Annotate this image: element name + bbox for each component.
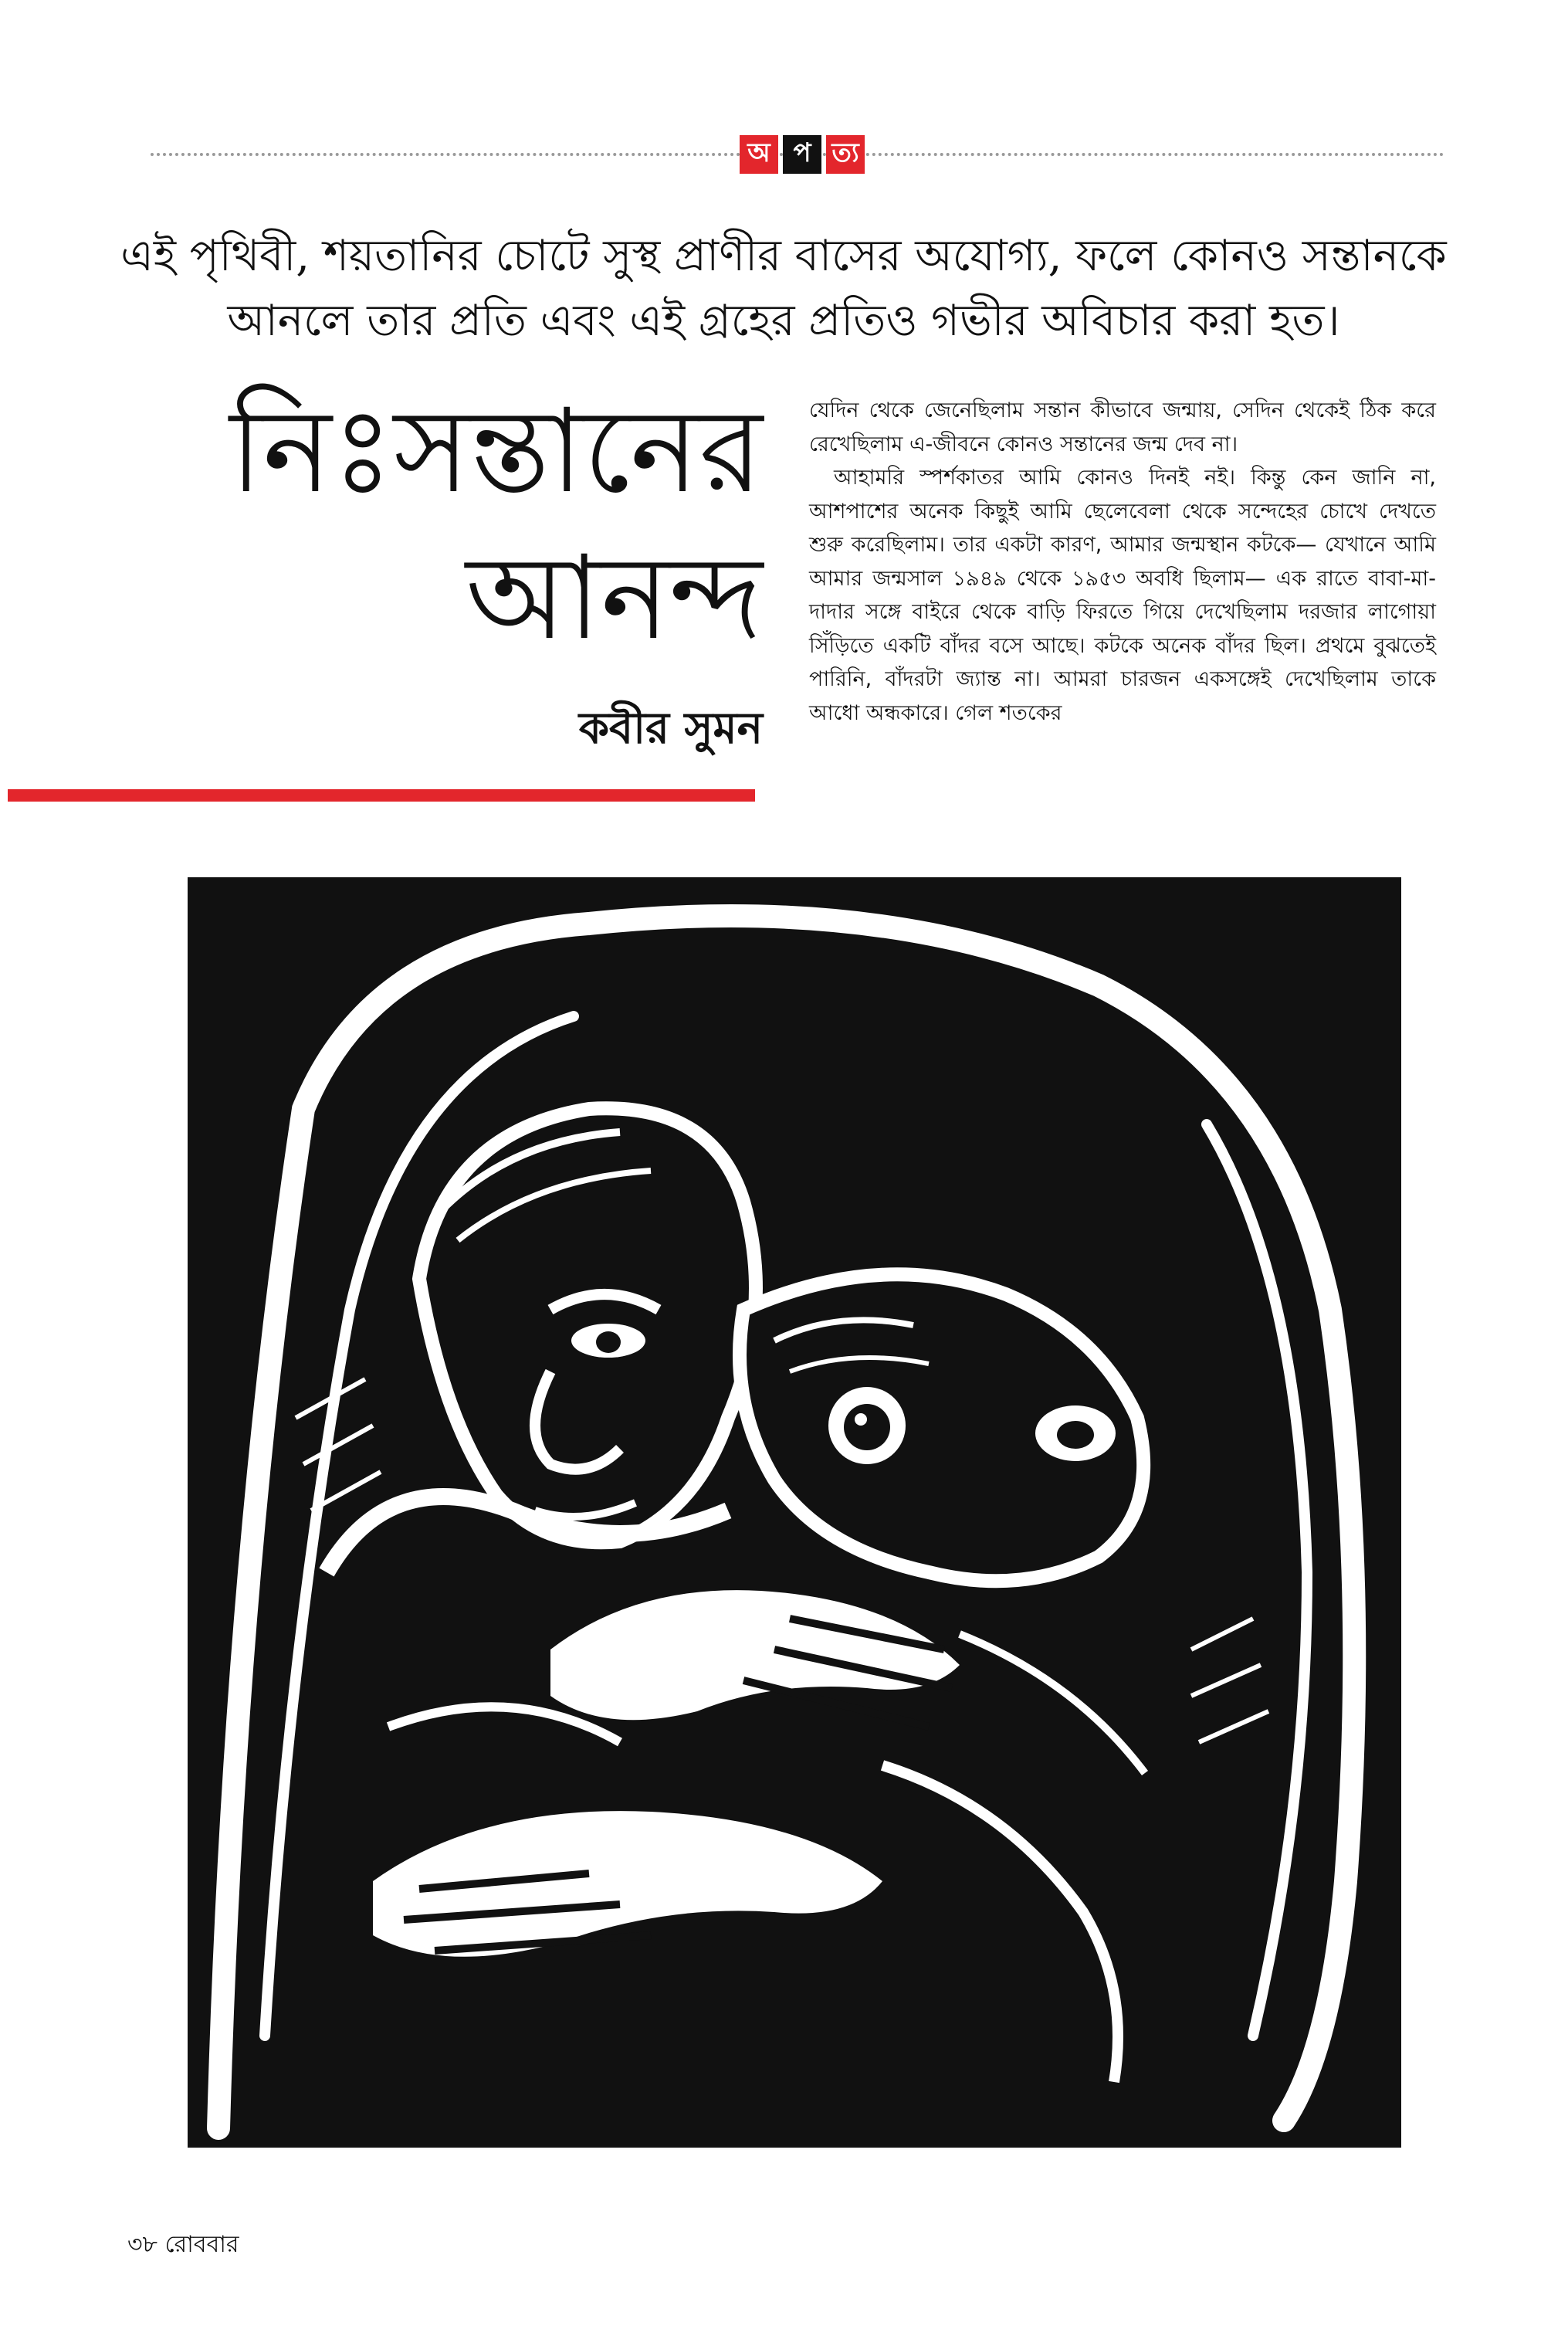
article-title-line-1: নিঃসন্তানের [229, 385, 763, 519]
woodcut-illustration [188, 877, 1401, 2148]
illustration-man-embracing-calf [188, 877, 1401, 2148]
author-byline: কবীর সুমন [578, 703, 763, 754]
pull-quote-line-1: এই পৃথিবী, শয়তানির চোটে সুস্থ প্রাণীর বাসের অযোগ্য, ফলে কোনও সন্তানকে [120, 231, 1447, 281]
pull-quote [116, 224, 1451, 354]
section-badge [740, 135, 865, 174]
page-folio: ৩৮ রোববার [127, 2231, 239, 2258]
pull-quote-line-2: আনলে তার প্রতি এবং এই গ্রহের প্রতিও গভীর অবিচার করা হত। [227, 296, 1340, 346]
article-title [170, 378, 763, 672]
section-badge-letter: ত্য [826, 135, 865, 174]
section-badge-letter: প [783, 135, 821, 174]
section-badge-letter: অ [740, 135, 778, 174]
body-paragraph: আহামরি স্পর্শকাতর আমি কোনও দিনই নই। কিন্তু কেন জানি না, আশপাশের অনেক কিছুই আমি ছেলেবেলা থেকে সন্দেহের চোখে দেখতে শুরু করেছিলাম। তার একটা কারণ, আমার জন্মস্থান কটকে— যেখানে আমি আমার জন্মসাল ১৯৪৯ থেকে ১৯৫৩ অবধি ছিলাম— এক রাতে বাবা-মা-দাদার সঙ্গে বাইরে থেকে বাড়ি ফিরতে গিয়ে দেখেছিলাম দরজার লাগোয়া সিঁড়িতে একটি বাঁদর বসে আছে। কটকে অনেক বাঁদর ছিল। প্রথমে বুঝতেই পারিনি, বাঁদরটা জ্যান্ত না। আমরা চারজন একসঙ্গেই দেখেছিলাম তাকে আধো অন্ধকারে। গেল শতকের [809, 466, 1436, 725]
title-underline-rule [8, 789, 755, 802]
article-title-line-2: আনন্দ [466, 531, 763, 666]
body-paragraph: যেদিন থেকে জেনেছিলাম সন্তান কীভাবে জন্মায়, সেদিন থেকেই ঠিক করে রেখেছিলাম এ-জীবনে কোনও সন্তানের জন্ম দেব না। [809, 398, 1436, 456]
article-body [809, 394, 1436, 730]
